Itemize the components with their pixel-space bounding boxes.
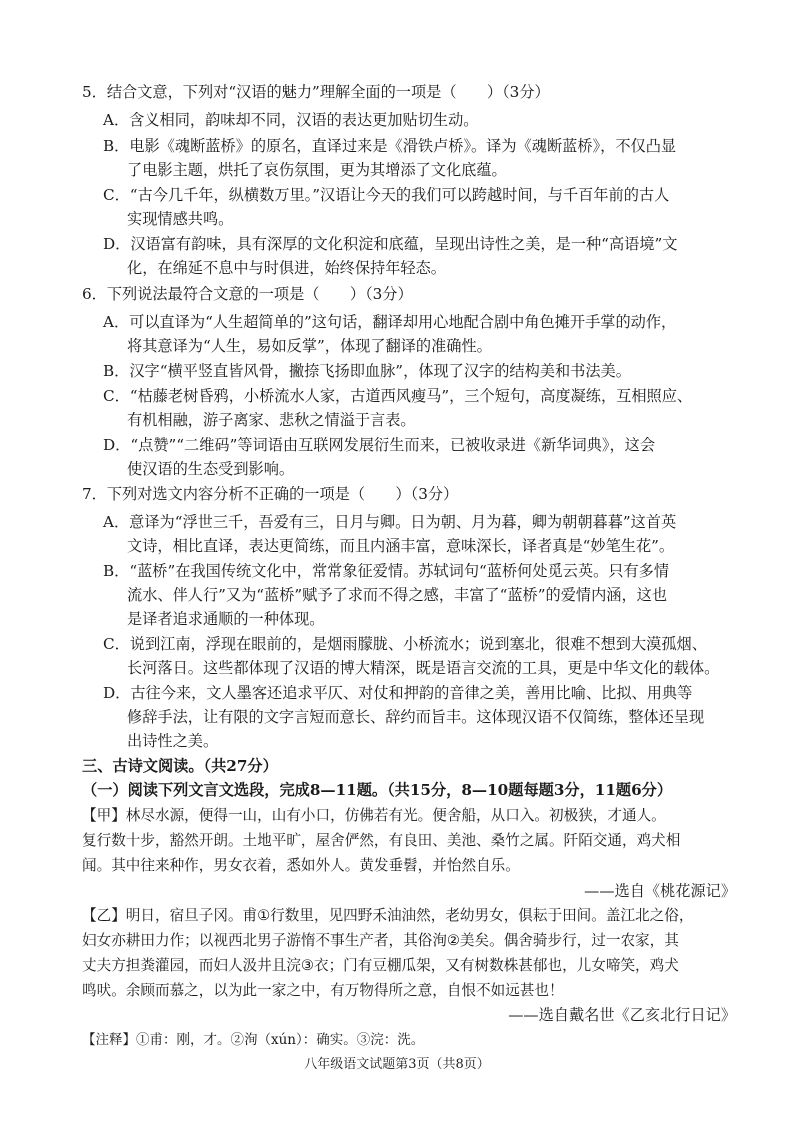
q5-option-a: A．含义相同，韵味却不同，汉语的表达更加贴切生动。 bbox=[103, 111, 479, 129]
annotation-note: 【注释】①甫：刚，才。②洵（xún）：确实。③浣：洗。 bbox=[82, 1032, 425, 1048]
q5-option-c-line1: C．“古今几千年，纵横数万里。”汉语让今天的我们可以跨越时间，与千百年前的古人 bbox=[103, 186, 670, 204]
passage-jia-source: ——选自《桃花源记》 bbox=[584, 882, 736, 900]
passage-yi-line1: 【乙】明日，宿旦子冈。甫①行数里，见四野禾油油然，老幼男女，俱耘于田间。盖江北之俗， bbox=[82, 907, 694, 924]
question-5-stem: 5．结合文意，下列对“汉语的魅力”理解全面的一项是（ ）（3分） bbox=[82, 83, 550, 101]
passage-jia-line2: 复行数十步，豁然开朗。土地平旷，屋舍俨然，有良田、美池、桑竹之属。阡陌交通，鸡犬相 bbox=[82, 832, 681, 849]
passage-yi-line4: 鸣吠。余顾而慕之，以为此一家之中，有万物得所之意，自恨不如远甚也！ bbox=[82, 982, 564, 999]
q6-option-b: B．汉字“横平竖直皆风骨，撇捺飞扬即血脉”，体现了汉字的结构美和书法美。 bbox=[103, 362, 631, 380]
q6-option-d-line1: D．“点赞”“二维码”等词语由互联网发展衍生而来，已被收录进《新华词典》，这会 bbox=[103, 436, 656, 454]
subsection-1-instruction: （一）阅读下列文言文选段，完成8—11题。（共15分，8—10题每题3分，11题6分） bbox=[82, 781, 673, 799]
q7-option-a-line2: 文诗，相比直译，表达更简练，而且内涵丰富，意味深长，译者真是“妙笔生花”。 bbox=[127, 537, 675, 555]
section-3-heading: 三、古诗文阅读。（共27分） bbox=[82, 757, 278, 775]
q7-option-d-line1: D．古往今来，文人墨客还追求平仄、对仗和押韵的音律之美，善用比喻、比拟、用典等 bbox=[103, 684, 693, 702]
q5-option-d-line1: D．汉语富有韵味，具有深厚的文化积淀和底蕴，呈现出诗性之美，是一种“高语境”文 bbox=[103, 235, 678, 253]
passage-jia-line3: 闻。其中往来种作，男女衣着，悉如外人。黄发垂髫，并怡然自乐。 bbox=[82, 857, 520, 874]
q5-option-b-line2: 了电影主题，烘托了哀伤氛围，更为其增添了文化底蕴。 bbox=[127, 161, 507, 179]
q5-option-c-line2: 实现情感共鸣。 bbox=[127, 210, 234, 228]
q6-option-c-line1: C．“枯藤老树昏鸦，小桥流水人家，古道西风瘦马”，三个短句，高度凝练，互相照应、 bbox=[103, 387, 693, 405]
q6-option-a-line2: 将其意译为“人生，易如反掌”，体现了翻译的准确性。 bbox=[127, 337, 492, 355]
passage-yi-source: ——选自戴名世《乙亥北行日记》 bbox=[508, 1006, 736, 1024]
q7-option-d-line3: 出诗性之美。 bbox=[127, 732, 219, 750]
q7-option-b-line2: 流水、伴人行”又为“蓝桥”赋予了求而不得之感，丰富了“蓝桥”的爱情内涵，这也 bbox=[127, 586, 668, 604]
q7-option-c-line1: C．说到江南，浮现在眼前的，是烟雨朦胧、小桥流水；说到塞北，很难不想到大漠孤烟、 bbox=[103, 635, 707, 653]
q7-option-c-line2: 长河落日。这些都体现了汉语的博大精深，既是语言交流的工具，更是中华文化的载体。 bbox=[127, 659, 720, 677]
passage-jia-line1: 【甲】林尽水源，便得一山，山有小口，仿佛若有光。便舍船，从口入。初极狭，才通人。 bbox=[82, 807, 666, 824]
q5-option-b-line1: B．电影《魂断蓝桥》的原名，直译过来是《滑铁卢桥》。译为《魂断蓝桥》，不仅凸显 bbox=[103, 137, 677, 155]
q6-option-c-line2: 有机相融，游子离家、悲秋之情溢于言表。 bbox=[127, 411, 416, 429]
passage-yi-line2: 妇女亦耕田力作；以视西北男子游惰不事生产者，其俗洵②美矣。偶舍骑步行，过一农家，其 bbox=[82, 932, 679, 949]
question-7-stem: 7．下列对选文内容分析不正确的一项是（ ）（3分） bbox=[82, 485, 459, 503]
q7-option-b-line1: B．“蓝桥”在我国传统文化中，常常象征爱情。苏轼词句“蓝桥何处觅云英。只有多情 bbox=[103, 562, 670, 580]
q7-option-d-line2: 修辞手法，让有限的文字言短而意长、辞约而旨丰。这体现汉语不仅简练，整体还呈现 bbox=[127, 708, 705, 726]
page-footer: 八年级语文试题第3页（共8页） bbox=[304, 1057, 490, 1072]
q5-option-d-line2: 化，在绵延不息中与时俱进，始终保持年轻态。 bbox=[127, 259, 446, 277]
q6-option-d-line2: 使汉语的生态受到影响。 bbox=[127, 460, 295, 478]
q7-option-b-line3: 是译者追求通顺的一种体现。 bbox=[127, 610, 325, 628]
q6-option-a-line1: A．可以直译为“人生超简单的”这句话，翻译却用心地配合剧中角色摊开手掌的动作， bbox=[103, 313, 677, 331]
passage-yi-line3: 丈夫方担粪灌园，而妇人汲井且浣③衣；门有豆棚瓜架，又有树数株甚郁也，儿女啼笑，鸡犬 bbox=[82, 957, 679, 974]
question-6-stem: 6．下列说法最符合文意的一项是（ ）（3分） bbox=[82, 285, 413, 303]
q7-option-a-line1: A．意译为“浮世三千，吾爱有三，日月与卿。日为朝、月为暮，卿为朝朝暮暮”这首英 bbox=[103, 513, 677, 531]
